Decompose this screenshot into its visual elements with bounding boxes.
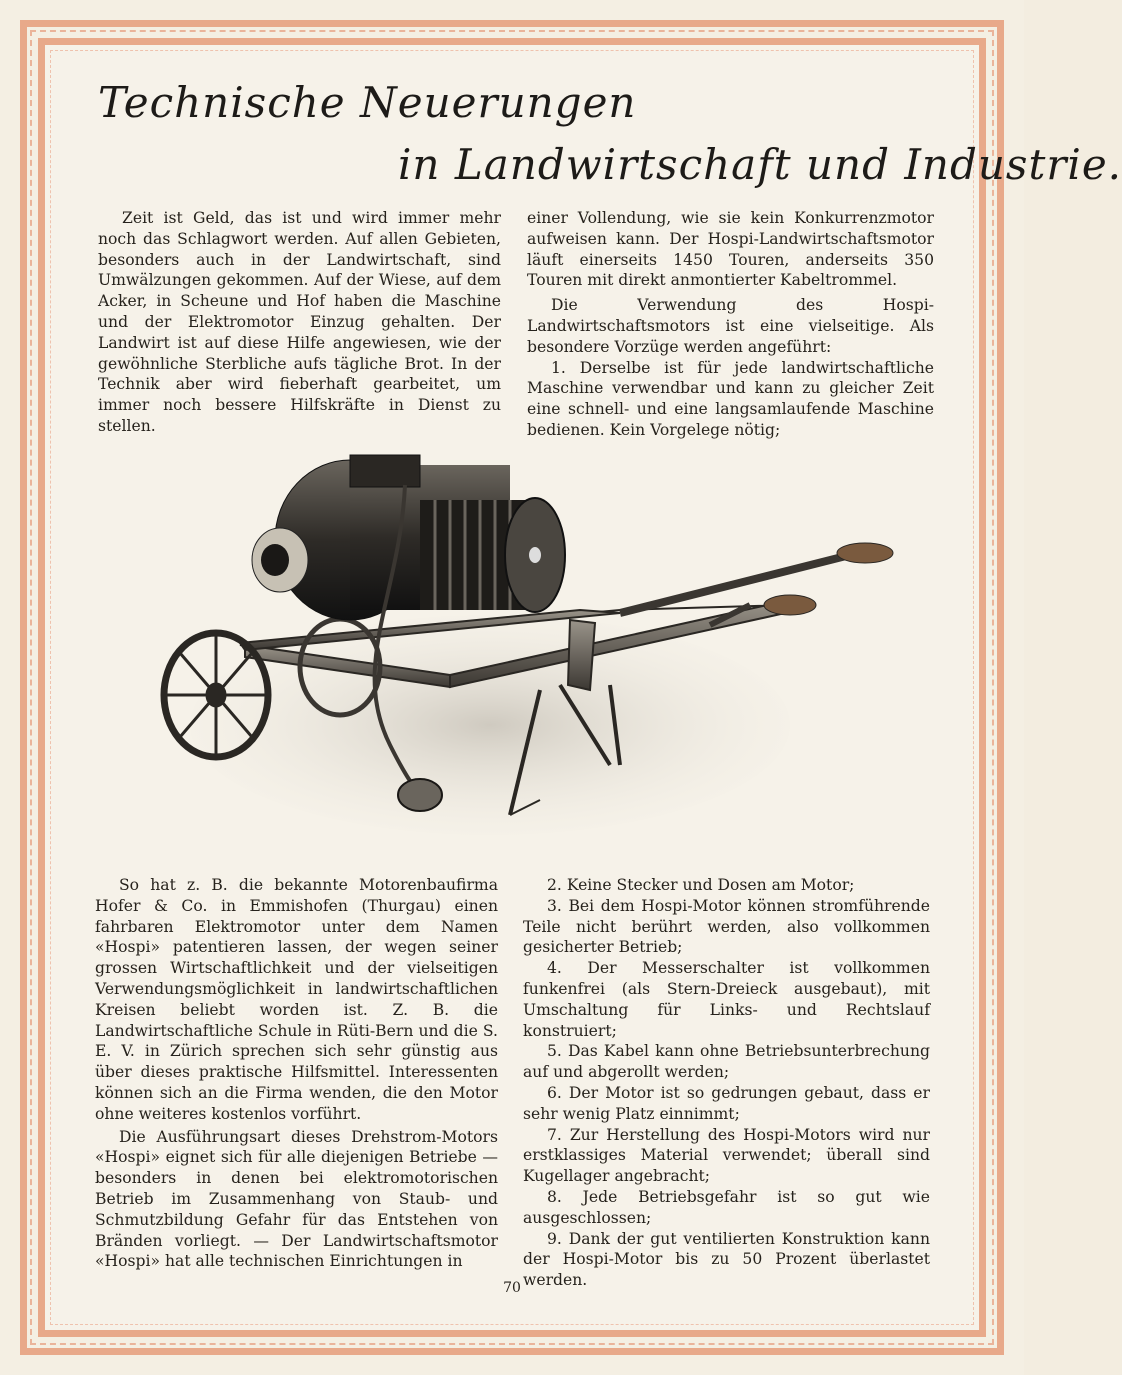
title-line-1: Technische Neuerungen	[98, 78, 637, 127]
plug	[398, 779, 442, 811]
list-item: 5. Das Kabel kann ohne Betriebsunterbrechung auf und abgerollt werden;	[523, 1042, 930, 1082]
paragraph: 1. Derselbe ist für jede landwirtschaftliche Maschine verwendbar und kann zu gleicher Zeit eine schnell- und eine langsamlaufende Maschine bedienen. Kein Vorgelege nötig;	[527, 358, 934, 439]
title-line-2: in Landwirtschaft und Industrie.	[398, 140, 1122, 189]
paragraph: Zeit ist Geld, das ist und wird immer mehr noch das Schlagwort werden. Auf allen Gebieten, besonders auch in der Landwirtschaft, sind Umwälzungen gekommen. Auf der Wiese, auf dem Acker, in Scheune und Hof haben die Maschine und der Elektromotor Einzug gehalten. Der Landwirt ist auf diese Hilfe angewiesen, wie der gewöhnliche Sterbliche aufs tägliche Brot. In der Technik aber wird fieberhaft gearbeitet, um immer noch bessere Hilfskräfte in Dienst zu stellen.	[98, 209, 501, 435]
column-top-right	[527, 208, 934, 441]
column-bottom-left	[95, 875, 498, 1272]
list-item: 4. Der Messerschalter ist vollkommen funkenfrei (als Stern-Dreieck ausgebaut), mit Umschaltung für Links- und Rechtslauf konstruiert;	[523, 959, 930, 1040]
list-item: 7. Zur Herstellung des Hospi-Motors wird nur erstklassiges Material verwendet; überall sind Kugellager angebracht;	[523, 1125, 930, 1186]
cable-drum	[420, 498, 565, 612]
list-item: 8. Jede Betriebsgefahr ist so gut wie ausgeschlossen;	[523, 1187, 930, 1227]
motor-cart-illustration	[150, 445, 910, 845]
paragraph: Die Verwendung des Hospi-Landwirtschaftsmotors ist eine vielseitige. Als besondere Vorzüge werden angeführt:	[527, 296, 934, 356]
list-item: 2. Keine Stecker und Dosen am Motor;	[547, 876, 855, 894]
list-item: 3. Bei dem Hospi-Motor können stromführende Teile nicht berührt werden, also vollkommen gesicherter Betrieb;	[523, 896, 930, 957]
list-item: 9. Dank der gut ventilierten Konstruktion kann der Hospi-Motor bis zu 50 Prozent überlastet werden.	[523, 1229, 930, 1290]
list-item: 6. Der Motor ist so gedrungen gebaut, dass er sehr wenig Platz einnimmt;	[523, 1083, 930, 1123]
column-bottom-right	[523, 875, 930, 1291]
wheel-front	[164, 633, 268, 757]
paragraph: So hat z. B. die bekannte Motorenbaufirma Hofer & Co. in Emmishofen (Thurgau) einen fahrbaren Elektromotor unter dem Namen «Hospi» patentieren lassen, der wegen seiner grossen Wirtschaftlichkeit und der vielseitigen Verwendungsmöglichkeit in landwirtschaftlichen Kreisen beliebt worden ist. Z. B. die Landwirtschaftliche Schule in Rüti-Bern und die S. E. V. in Zürich sprechen sich sehr günstig aus über dieses praktische Hilfsmittel. Interessenten können sich an die Firma wenden, die den Motor ohne weiteres kostenlos vorführt.	[95, 876, 498, 1123]
column-top-left	[98, 208, 501, 437]
paragraph: Die Ausführungsart dieses Drehstrom-Motors «Hospi» eignet sich für alle diejenigen Betriebe — besonders in denen bei elektromotorischen Betrieb im Zusammenhang von Staub- und Schmutzbildung Gefahr für das Entstehen von Bränden vorliegt. — Der Landwirtschaftsmotor «Hospi» hat alle technischen Einrichtungen in	[95, 1127, 498, 1271]
page-number: 70	[503, 1280, 521, 1296]
paragraph: einer Vollendung, wie sie kein Konkurrenzmotor aufweisen kann. Der Hospi-Landwirtschaftsmotor läuft einerseits 1450 Touren, anderseits 350 Touren mit direkt anmontierter Kabeltrommel.	[527, 209, 934, 290]
